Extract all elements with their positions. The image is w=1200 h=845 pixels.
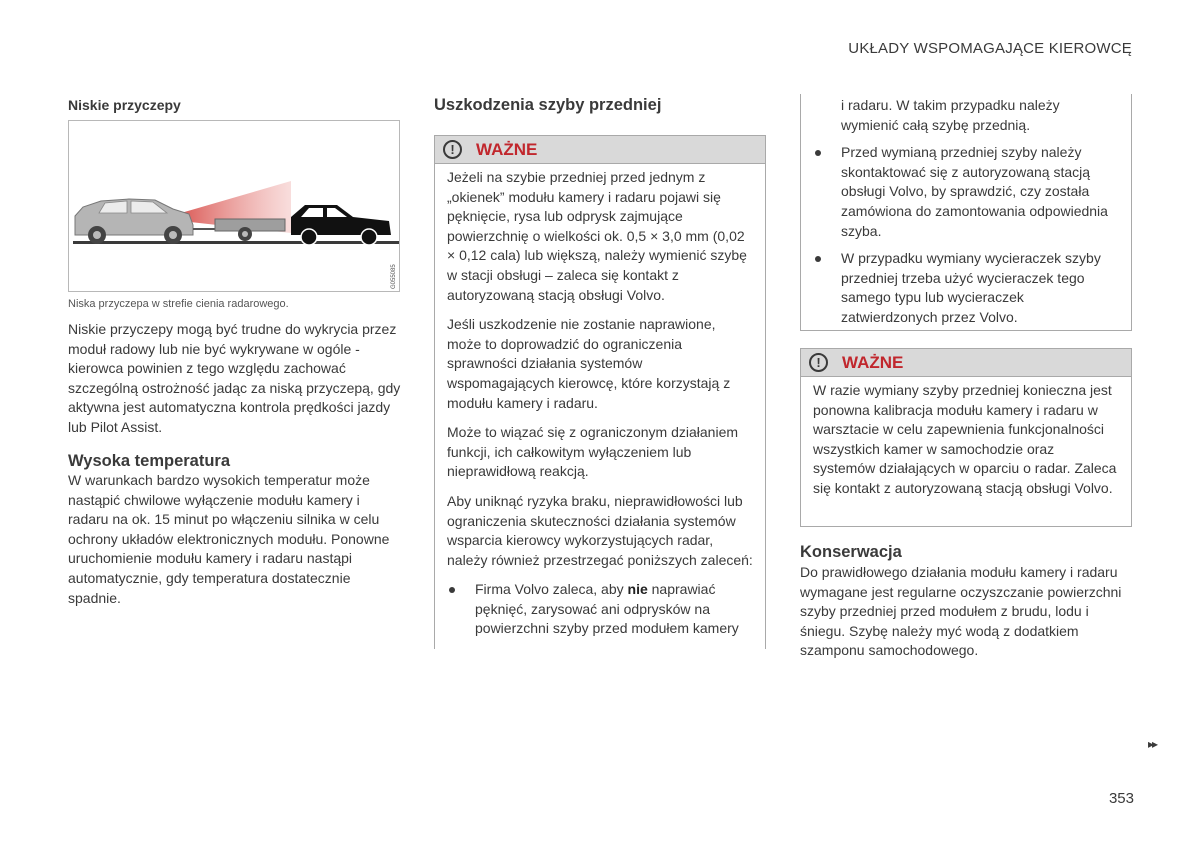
warning-paragraph-4: Aby uniknąć ryzyka braku, nieprawidłowości lub ograniczenia skuteczności działania systemów wsparcia kierowcy wykorzystujących radar, należy również przestrzegać poniższych zaleceń: [447,492,753,568]
subheading-low-trailers: Niskie przyczepy [68,97,181,113]
list-item: Firma Volvo zaleca, aby nie naprawiać pęknięć, zarysować ani odprysków na powierzchni szyby przed modułem kamery [447,580,753,639]
continued-text: i radaru. W takim przypadku należy wymienić całą szybę przednią. [841,97,1060,133]
section-title: UKŁADY WSPOMAGAJĄCE KIEROWCĘ [848,40,1132,57]
warning-box-continued [800,94,1132,331]
figure-code: G055085 [391,264,397,289]
warning-paragraph-3: Może to wiązać się z ograniczonym działaniem funkcji, ich całkowitym wyłączeniem lub nieprawidłową reakcją. [447,424,739,480]
warning-title: WAŻNE [842,352,904,372]
warning-title: WAŻNE [476,139,538,159]
volvo-car-icon [75,199,193,244]
continue-arrow-icon: ▸▸ [1148,737,1157,751]
warning-box-calibration [800,348,1132,527]
vehicle-ahead-icon [291,205,391,245]
warning-paragraph-2: Jeśli uszkodzenie nie zostanie naprawione, może to doprowadzić do ograniczenia sprawności działania systemów wspomagających kierowcę, które korzystają z modułu kamery i radaru. [447,316,731,411]
heading-maintenance: Konserwacja [800,543,902,561]
warning-paragraph-1: Jeżeli na szybie przedniej przed jednym z „okienek” modułu kamery i radaru pojawi się pęknięcie, rysa lub odprysk zajmujące powierzchnię o wielkości ok. 0,5 × 3,0 mm (0,02 × 0,12 cala) lub większą, należy wymienić szybę w stacji obsługi – zaleca się kontakt z autoryzowaną stacją obsługi Volvo. [447,169,747,303]
radar-shadow-figure [68,120,400,292]
page-number: 353 [1108,790,1134,807]
warning-header [801,349,1131,377]
list-item: Przed wymianą przedniej szyby należy skontaktować się z autoryzowaną stacją obsługi Volvo, by sprawdzić, czy została zamówiona do zamontowania odpowiednia szyba. [813,143,1119,241]
radar-shadow-illustration [69,121,401,293]
calibration-text: W razie wymiany szyby przedniej konieczna jest ponowna kalibracja modułu kamery i radaru w warsztacie w celu zapewnienia funkcjonalności wszystkich kamer w samochodzie oraz systemów działających w oparciu o radar. Zaleca się kontakt z autoryzowaną stacją obsługi Volvo. [813,382,1117,496]
heading-high-temperature: Wysoka temperatura [68,452,231,470]
figure-caption: Niska przyczepa w strefie cienia radarowego. [68,298,289,310]
low-trailer-text: Niskie przyczepy mogą być trudne do wykrycia przez moduł radowy lub nie być wykrywane w ogóle - kierowca powinien z tego względu zachować szczególną ostrożność jadąc za niską przyczepą, gdy aktywna jest automatyczna kontrola prędkości jazdy lub Pilot Assist. [68,321,401,435]
road [73,241,399,244]
warning-box-windshield [434,135,766,649]
maintenance-text: Do prawidłowego działania modułu kamery i radaru wymagane jest regularne oczyszczanie powierzchni szyby przedniej przed modułem z brudu, lodu i śniegu. Szybę należy myć wodą z dodatkiem szamponu samochodowego. [800,564,1122,659]
warning-header [435,136,765,164]
list-item: W przypadku wymiany wycieraczek szyby przedniej trzeba użyć wycieraczek tego samego typu lub wycieraczek zatwierdzonych przez Volvo. [813,249,1119,327]
heading-windshield-damage: Uszkodzenia szyby przedniej [434,96,662,114]
high-temperature-text: W warunkach bardzo wysokich temperatur może nastąpić chwilowe wyłączenie modułu kamery i radaru na ok. 15 minut po włączeniu silnika w celu ochrony układów elektronicznych modułu. Ponowne uruchomienie modułu kamery i radaru nastąpi automatycznie, gdy temperatura dostatecznie spadnie. [68,472,390,606]
warning-icon: ! [809,353,828,372]
warning-icon: ! [443,140,462,159]
